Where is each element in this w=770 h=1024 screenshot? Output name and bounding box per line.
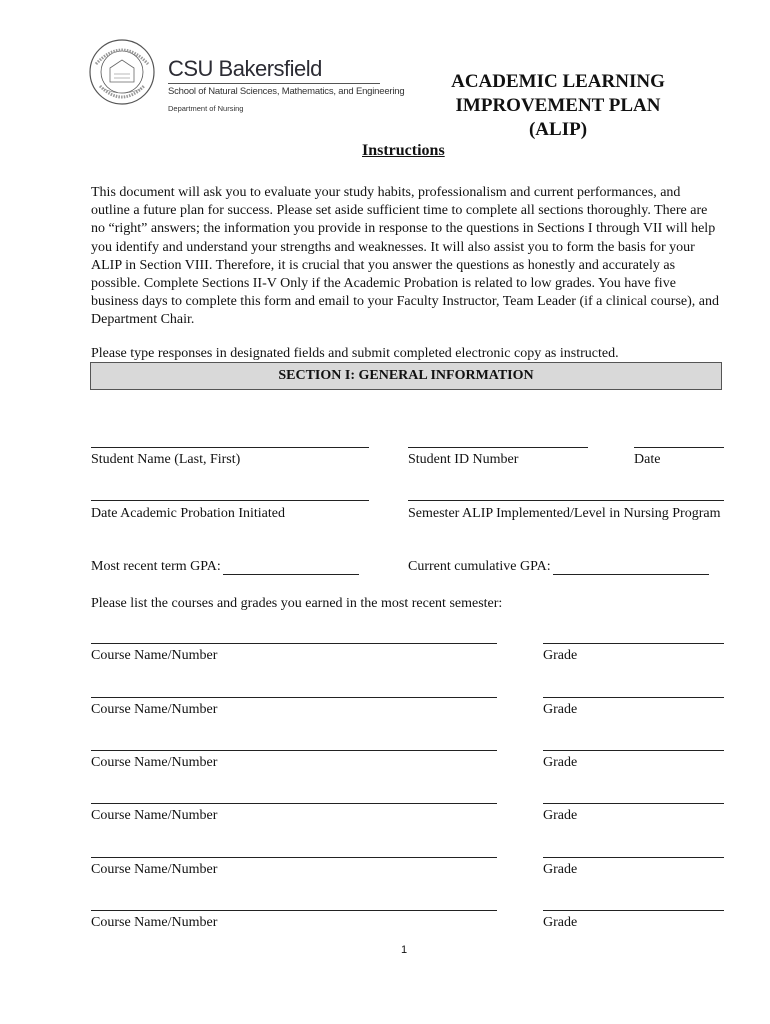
instructions-heading: Instructions [362,142,445,159]
course-label-6: Course Name/Number [91,915,218,930]
section-1-title: SECTION I: GENERAL INFORMATION [278,368,534,383]
cumulative-gpa-label: Current cumulative GPA: [408,559,551,574]
title-line-2: IMPROVEMENT PLAN [455,95,661,116]
grade-field-1[interactable] [543,643,724,644]
grade-field-2[interactable] [543,697,724,698]
university-seal-logo [88,38,156,106]
student-name-label: Student Name (Last, First) [91,452,241,467]
instructions-paragraph: This document will ask you to evaluate your study habits, professionalism and current performances, and outline a future plan for success. Please set aside sufficient time to complete all sections thoroughly. There are no “right” answers; the information you provide in response to the questions in Sections I through VII will help you identify and understand your strengths and weaknesses. It will also assist you to form the basis for your ALIP in Section VIII. Therefore, it is crucial that you answer the questions as honestly and accurately as possible. Complete Sections II-V Only if the Academic Probation is related to low grades. You have five business days to complete this form and email to your Faculty Instructor, Team Leader (if a clinical course), and Department Chair. [91,185,720,328]
semester-level-label: Semester ALIP Implemented/Level in Nursing Program [408,506,721,521]
grade-label-6: Grade [543,915,578,930]
page-number: 1 [401,944,408,956]
date-label: Date [634,452,661,467]
section-1-header [90,362,722,390]
grade-label-4: Grade [543,808,578,823]
grade-field-4[interactable] [543,803,724,804]
courses-prompt: Please list the courses and grades you earned in the most recent semester: [91,596,503,611]
course-field-1[interactable] [91,643,497,644]
course-field-5[interactable] [91,857,497,858]
grade-label-3: Grade [543,755,578,770]
grade-field-6[interactable] [543,910,724,911]
grade-label-2: Grade [543,702,578,717]
recent-gpa-row [91,559,359,575]
grade-field-3[interactable] [543,750,724,751]
logo-title: CSU Bakersfield [168,56,322,81]
title-line-3: (ALIP) [528,119,588,140]
course-field-3[interactable] [91,750,497,751]
logo-department: Department of Nursing [168,104,244,113]
date-field[interactable] [634,447,724,448]
cumulative-gpa-field[interactable] [553,560,709,575]
student-id-field[interactable] [408,447,588,448]
document-title [420,70,696,142]
grade-label-1: Grade [543,648,578,663]
recent-gpa-field[interactable] [223,560,359,575]
course-label-1: Course Name/Number [91,648,218,663]
grade-field-5[interactable] [543,857,724,858]
submit-note: Please type responses in designated fields and submit completed electronic copy as instructed. [91,346,619,361]
cumulative-gpa-row [408,559,709,575]
title-line-1: ACADEMIC LEARNING [451,71,665,92]
course-label-5: Course Name/Number [91,862,218,877]
course-field-2[interactable] [91,697,497,698]
probation-date-field[interactable] [91,500,369,501]
probation-date-label: Date Academic Probation Initiated [91,506,285,521]
logo-subtitle: School of Natural Sciences, Mathematics, and Engineering [168,86,405,97]
logo-divider [168,83,380,84]
semester-level-field[interactable] [408,500,724,501]
course-label-3: Course Name/Number [91,755,218,770]
student-id-label: Student ID Number [408,452,519,467]
recent-gpa-label: Most recent term GPA: [91,559,221,574]
grade-label-5: Grade [543,862,578,877]
course-field-4[interactable] [91,803,497,804]
course-label-4: Course Name/Number [91,808,218,823]
course-label-2: Course Name/Number [91,702,218,717]
student-name-field[interactable] [91,447,369,448]
course-field-6[interactable] [91,910,497,911]
